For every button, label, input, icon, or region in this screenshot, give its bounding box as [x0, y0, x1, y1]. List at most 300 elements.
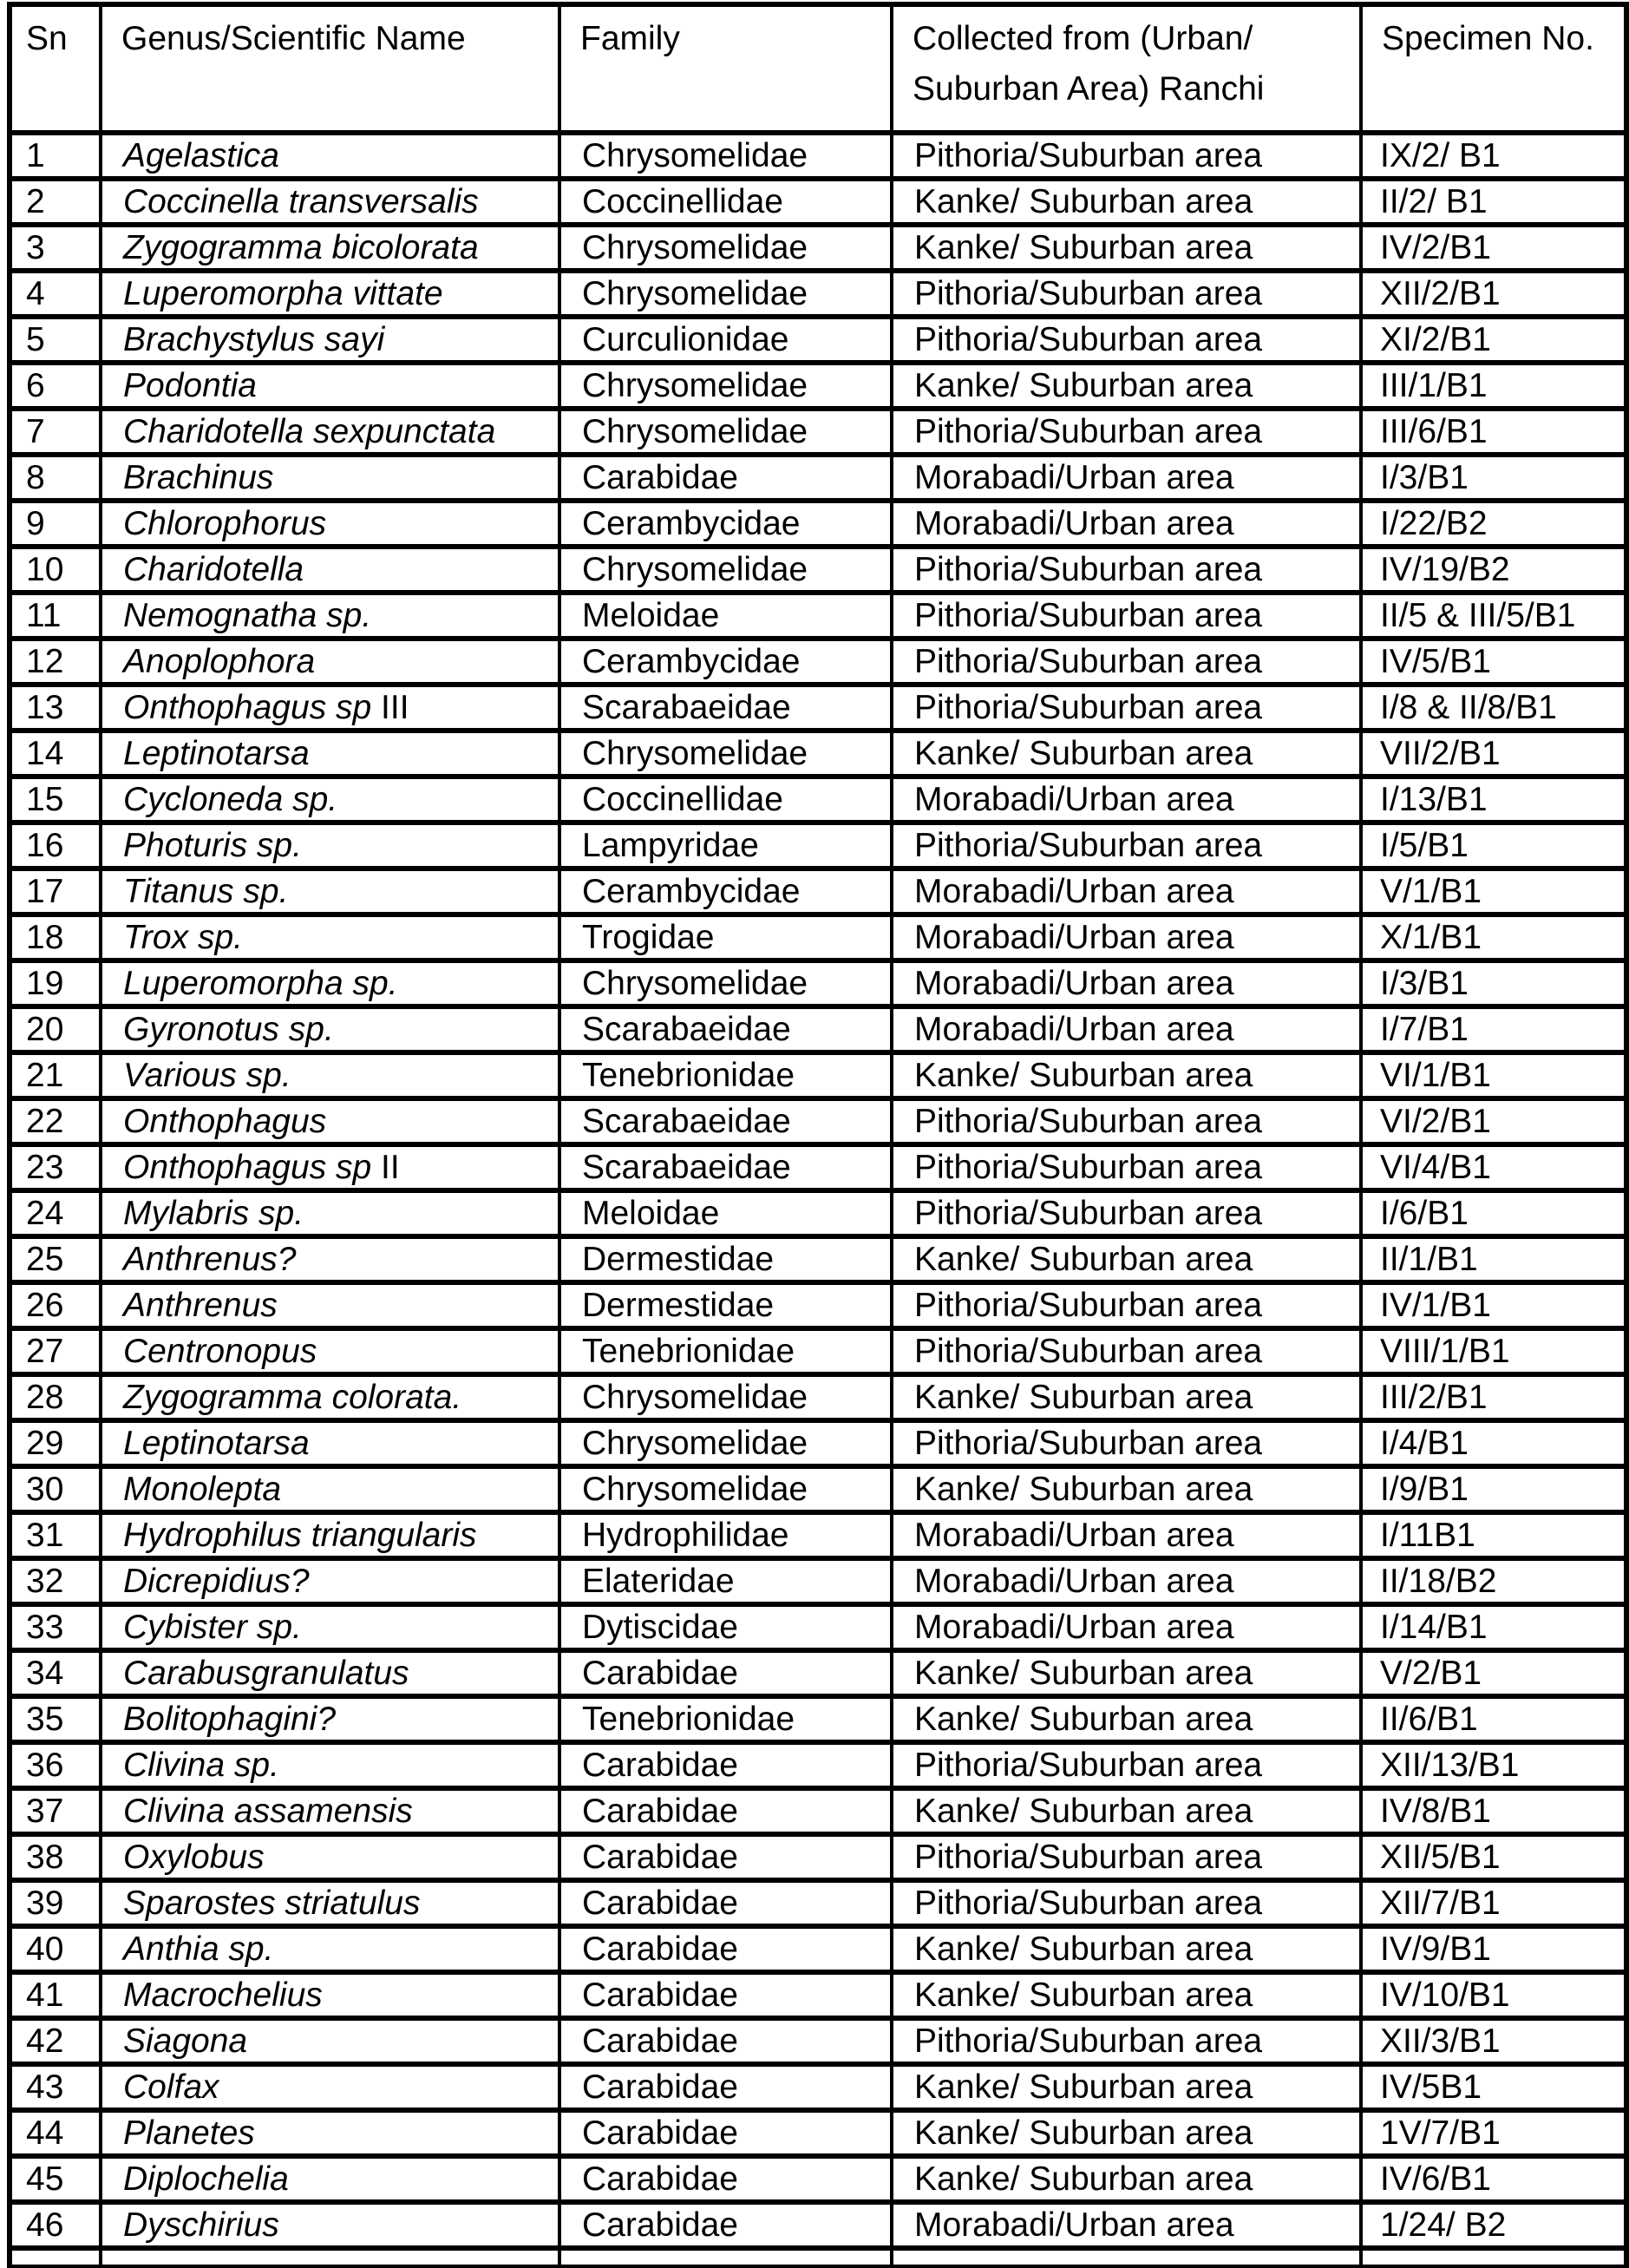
cell-genus [101, 1834, 559, 1880]
genus-name: Hydrophilus triangularis [123, 1517, 477, 1554]
col-header-collected [892, 4, 1361, 133]
cell-collected: Pithoria/Suburban area [892, 1190, 1361, 1236]
table-row [10, 639, 1626, 685]
cell-sn: 20 [10, 1006, 101, 1052]
genus-name: Zygogramma colorata. [123, 1379, 462, 1416]
col-header-collected-line1: Collected from (Urban/ [913, 20, 1253, 57]
cell-sn: 32 [10, 1558, 101, 1604]
cell-family: Carabidae [559, 1926, 892, 1972]
cell-collected: Pithoria/Suburban area [892, 1282, 1361, 1328]
genus-name: Diplochelia [123, 2160, 289, 2198]
table-row [10, 914, 1626, 960]
cell-collected: Kanke/ Suburban area [892, 1466, 1361, 1512]
genus-name: Monolepta [123, 1471, 282, 1508]
cell-family: Cerambycidae [559, 639, 892, 685]
cell-specimen: XII/7/B1 [1361, 1880, 1626, 1926]
cell-specimen: XII/2/B1 [1361, 271, 1626, 317]
cell-genus [101, 317, 559, 363]
cell-specimen: X/1/B1 [1361, 914, 1626, 960]
cell-genus [101, 1374, 559, 1420]
genus-name: Nemognatha sp. [123, 597, 372, 634]
cell-family: Dermestidae [559, 1236, 892, 1282]
cell-genus [101, 225, 559, 271]
cell-genus [101, 1558, 559, 1604]
cell-collected: Pithoria/Suburban area [892, 1098, 1361, 1144]
genus-name: Anthrenus? [123, 1241, 297, 1278]
cell-genus [101, 1420, 559, 1466]
cell-specimen: II/1/B1 [1361, 1236, 1626, 1282]
table-row [10, 1834, 1626, 1880]
cell-genus [101, 1972, 559, 2018]
genus-name: Zygogramma bicolorata [123, 229, 479, 266]
cell-family: Curculionidae [559, 317, 892, 363]
table-row [10, 1328, 1626, 1374]
genus-name: Colfax [123, 2068, 219, 2106]
cell-sn: 8 [10, 455, 101, 501]
cell-genus [101, 2110, 559, 2156]
cell-genus [101, 869, 559, 914]
cell-specimen: II/2/ B1 [1361, 179, 1626, 225]
table-row [10, 2064, 1626, 2110]
cell-sn: 30 [10, 1466, 101, 1512]
table-row [10, 225, 1626, 271]
genus-name: Clivina sp. [123, 1747, 279, 1784]
cell-collected: Pithoria/Suburban area [892, 685, 1361, 731]
cell-sn: 18 [10, 914, 101, 960]
cell-family: Chrysomelidae [559, 363, 892, 409]
specimen-table [7, 2, 1629, 2268]
table-row [10, 823, 1626, 869]
table-row [10, 409, 1626, 455]
cell-family: Chrysomelidae [559, 960, 892, 1006]
cell-collected: Pithoria/Suburban area [892, 1742, 1361, 1788]
genus-name: Trox sp. [123, 919, 243, 956]
genus-name: Onthophagus [123, 1103, 327, 1140]
table-row [10, 1972, 1626, 2018]
cropped-cell [892, 2248, 1361, 2267]
cell-collected: Pithoria/Suburban area [892, 1328, 1361, 1374]
cell-collected: Kanke/ Suburban area [892, 2110, 1361, 2156]
cell-specimen: IV/5B1 [1361, 2064, 1626, 2110]
genus-name: Anthia sp. [123, 1930, 274, 1968]
cell-specimen: XII/3/B1 [1361, 2018, 1626, 2064]
table-row [10, 1190, 1626, 1236]
cell-genus [101, 271, 559, 317]
cell-specimen: XII/5/B1 [1361, 1834, 1626, 1880]
cropped-cell [10, 2248, 101, 2267]
cell-genus [101, 1604, 559, 1650]
cell-genus [101, 593, 559, 639]
cell-specimen: VIII/1/B1 [1361, 1328, 1626, 1374]
cell-collected: Kanke/ Suburban area [892, 1926, 1361, 1972]
cell-specimen: I/4/B1 [1361, 1420, 1626, 1466]
table-row [10, 1788, 1626, 1834]
cell-collected: Pithoria/Suburban area [892, 2018, 1361, 2064]
cell-specimen: IV/6/B1 [1361, 2156, 1626, 2202]
genus-name: Mylabris sp. [123, 1195, 304, 1232]
cell-sn: 41 [10, 1972, 101, 2018]
cell-collected: Kanke/ Suburban area [892, 2064, 1361, 2110]
genus-name: Charidotella sexpunctata [123, 413, 496, 450]
cell-family: Chrysomelidae [559, 271, 892, 317]
cell-family: Chrysomelidae [559, 225, 892, 271]
cell-specimen: V/2/B1 [1361, 1650, 1626, 1696]
table-row [10, 317, 1626, 363]
col-header-genus: Genus/Scientific Name [101, 4, 559, 133]
cell-specimen: I/3/B1 [1361, 455, 1626, 501]
cell-specimen: I/5/B1 [1361, 823, 1626, 869]
cell-family: Tenebrionidae [559, 1328, 892, 1374]
table-row [10, 1926, 1626, 1972]
cell-genus [101, 501, 559, 547]
cell-family: Carabidae [559, 1972, 892, 2018]
cell-sn: 17 [10, 869, 101, 914]
genus-name: Podontia [123, 367, 257, 404]
cell-collected: Morabadi/Urban area [892, 1512, 1361, 1558]
cell-sn: 11 [10, 593, 101, 639]
cell-specimen: IV/2/B1 [1361, 225, 1626, 271]
cell-sn: 28 [10, 1374, 101, 1420]
table-row [10, 2156, 1626, 2202]
cell-genus [101, 1052, 559, 1098]
cell-family: Lampyridae [559, 823, 892, 869]
cell-genus [101, 914, 559, 960]
cell-family: Carabidae [559, 1742, 892, 1788]
table-row [10, 1696, 1626, 1742]
table-row [10, 777, 1626, 823]
genus-name: Clivina assamensis [123, 1793, 413, 1830]
cell-collected: Kanke/ Suburban area [892, 179, 1361, 225]
cell-sn: 24 [10, 1190, 101, 1236]
table-row [10, 501, 1626, 547]
cell-genus [101, 1466, 559, 1512]
cell-genus [101, 960, 559, 1006]
cell-genus [101, 685, 559, 731]
cell-family: Tenebrionidae [559, 1696, 892, 1742]
cell-family: Chrysomelidae [559, 731, 892, 777]
cell-collected: Kanke/ Suburban area [892, 2156, 1361, 2202]
table-row [10, 869, 1626, 914]
cell-genus [101, 1650, 559, 1696]
cell-sn: 43 [10, 2064, 101, 2110]
cell-collected: Morabadi/Urban area [892, 455, 1361, 501]
cell-collected: Pithoria/Suburban area [892, 547, 1361, 593]
genus-name: Oxylobus [123, 1839, 265, 1876]
cell-family: Dytiscidae [559, 1604, 892, 1650]
cell-sn: 6 [10, 363, 101, 409]
cell-collected: Kanke/ Suburban area [892, 225, 1361, 271]
table-row [10, 363, 1626, 409]
cell-collected: Pithoria/Suburban area [892, 133, 1361, 179]
genus-name: Sparostes striatulus [123, 1885, 421, 1922]
table-row [10, 455, 1626, 501]
genus-name: Luperomorpha vittate [123, 275, 443, 312]
cell-genus [101, 1788, 559, 1834]
cell-family: Cerambycidae [559, 501, 892, 547]
cropped-cell [101, 2248, 559, 2267]
cell-collected: Morabadi/Urban area [892, 1558, 1361, 1604]
cell-specimen: I/3/B1 [1361, 960, 1626, 1006]
cell-genus [101, 1190, 559, 1236]
cropped-cell [559, 2248, 892, 2267]
cell-collected: Pithoria/Suburban area [892, 1880, 1361, 1926]
genus-name: Photuris sp. [123, 827, 302, 864]
cell-genus [101, 1926, 559, 1972]
cell-genus [101, 1006, 559, 1052]
cell-sn: 29 [10, 1420, 101, 1466]
genus-name: Titanus sp. [123, 873, 289, 910]
cell-family: Chrysomelidae [559, 1420, 892, 1466]
cell-genus [101, 1328, 559, 1374]
cell-family: Carabidae [559, 1834, 892, 1880]
cell-sn: 7 [10, 409, 101, 455]
genus-name: Anthrenus [123, 1287, 278, 1324]
cell-genus [101, 1512, 559, 1558]
col-header-sn: Sn [10, 4, 101, 133]
cell-sn: 23 [10, 1144, 101, 1190]
cell-family: Elateridae [559, 1558, 892, 1604]
cell-collected: Pithoria/Suburban area [892, 1420, 1361, 1466]
cell-family: Carabidae [559, 2018, 892, 2064]
cell-sn: 22 [10, 1098, 101, 1144]
cell-specimen: IV/9/B1 [1361, 1926, 1626, 1972]
cell-sn: 4 [10, 271, 101, 317]
cell-specimen: IV/19/B2 [1361, 547, 1626, 593]
genus-name: Various sp. [123, 1057, 291, 1094]
cell-specimen: I/7/B1 [1361, 1006, 1626, 1052]
genus-name: Siagona [123, 2022, 248, 2060]
cell-family: Carabidae [559, 2156, 892, 2202]
cell-specimen: IV/10/B1 [1361, 1972, 1626, 2018]
cell-collected: Kanke/ Suburban area [892, 363, 1361, 409]
cell-genus [101, 2064, 559, 2110]
cell-family: Carabidae [559, 1650, 892, 1696]
cell-genus [101, 455, 559, 501]
cell-genus [101, 409, 559, 455]
genus-name: Brachystylus sayi [123, 321, 385, 358]
cell-collected: Morabadi/Urban area [892, 869, 1361, 914]
table-body [10, 133, 1626, 2267]
cell-specimen: V/1/B1 [1361, 869, 1626, 914]
cell-family: Chrysomelidae [559, 1466, 892, 1512]
col-header-family: Family [559, 4, 892, 133]
cell-genus [101, 777, 559, 823]
cell-specimen: VI/2/B1 [1361, 1098, 1626, 1144]
cell-specimen: IV/1/B1 [1361, 1282, 1626, 1328]
genus-name: Onthophagus sp [123, 689, 372, 726]
genus-name: Cycloneda sp. [123, 781, 338, 818]
cell-collected: Pithoria/Suburban area [892, 823, 1361, 869]
table-row [10, 547, 1626, 593]
cell-genus [101, 1098, 559, 1144]
cell-specimen: I/14/B1 [1361, 1604, 1626, 1650]
genus-name: Luperomorpha sp. [123, 965, 398, 1002]
cell-sn: 37 [10, 1788, 101, 1834]
header-row [10, 4, 1626, 133]
cell-genus [101, 2156, 559, 2202]
cell-sn: 33 [10, 1604, 101, 1650]
cell-genus [101, 2018, 559, 2064]
genus-name: Coccinella transversalis [123, 183, 479, 220]
cell-family: Scarabaeidae [559, 1144, 892, 1190]
cell-sn: 9 [10, 501, 101, 547]
genus-name: Brachinus [123, 459, 274, 496]
table-row [10, 1006, 1626, 1052]
genus-name: Leptinotarsa [123, 1425, 310, 1462]
cell-genus [101, 1742, 559, 1788]
col-header-specimen: Specimen No. [1361, 4, 1626, 133]
table-row [10, 1512, 1626, 1558]
genus-name: Anoplophora [123, 643, 316, 680]
cell-specimen: IV/8/B1 [1361, 1788, 1626, 1834]
genus-name: Macrochelius [123, 1976, 323, 2014]
cell-sn: 16 [10, 823, 101, 869]
cell-collected: Pithoria/Suburban area [892, 639, 1361, 685]
cell-family: Hydrophilidae [559, 1512, 892, 1558]
cell-sn: 2 [10, 179, 101, 225]
table-row [10, 1374, 1626, 1420]
table-row [10, 1098, 1626, 1144]
cell-genus [101, 1880, 559, 1926]
cell-sn: 15 [10, 777, 101, 823]
table-row [10, 685, 1626, 731]
cell-genus [101, 133, 559, 179]
table-row [10, 1558, 1626, 1604]
cell-collected: Pithoria/Suburban area [892, 271, 1361, 317]
genus-name: Onthophagus sp [123, 1149, 372, 1186]
genus-suffix: II [371, 1149, 400, 1186]
cell-collected: Morabadi/Urban area [892, 1006, 1361, 1052]
table-row [10, 2110, 1626, 2156]
cell-sn: 34 [10, 1650, 101, 1696]
table-header [10, 4, 1626, 133]
cell-sn: 45 [10, 2156, 101, 2202]
cell-family: Chrysomelidae [559, 133, 892, 179]
genus-name: Charidotella [123, 551, 304, 588]
cell-sn: 25 [10, 1236, 101, 1282]
cell-sn: 5 [10, 317, 101, 363]
table-row [10, 1282, 1626, 1328]
cell-collected: Morabadi/Urban area [892, 1604, 1361, 1650]
cell-specimen: III/2/B1 [1361, 1374, 1626, 1420]
cell-family: Scarabaeidae [559, 1006, 892, 1052]
cell-collected: Morabadi/Urban area [892, 960, 1361, 1006]
cell-specimen: XII/13/B1 [1361, 1742, 1626, 1788]
cell-family: Carabidae [559, 2064, 892, 2110]
cell-collected: Pithoria/Suburban area [892, 1144, 1361, 1190]
table-row [10, 179, 1626, 225]
cropped-next-row [10, 2248, 1626, 2267]
cell-collected: Pithoria/Suburban area [892, 317, 1361, 363]
cell-specimen: IV/5/B1 [1361, 639, 1626, 685]
table-row [10, 1052, 1626, 1098]
cell-family: Cerambycidae [559, 869, 892, 914]
cell-family: Chrysomelidae [559, 1374, 892, 1420]
genus-name: Gyronotus sp. [123, 1011, 334, 1048]
genus-name: Cybister sp. [123, 1609, 302, 1646]
cell-specimen: VI/1/B1 [1361, 1052, 1626, 1098]
cell-genus [101, 1696, 559, 1742]
cell-collected: Kanke/ Suburban area [892, 1972, 1361, 2018]
cell-genus [101, 639, 559, 685]
cell-family: Carabidae [559, 455, 892, 501]
cell-sn: 44 [10, 2110, 101, 2156]
cropped-cell [1361, 2248, 1626, 2267]
cell-genus [101, 1282, 559, 1328]
cell-specimen: XI/2/B1 [1361, 317, 1626, 363]
cell-genus [101, 547, 559, 593]
cell-sn: 26 [10, 1282, 101, 1328]
cell-collected: Kanke/ Suburban area [892, 1696, 1361, 1742]
table-row [10, 1880, 1626, 1926]
cell-specimen: I/11B1 [1361, 1512, 1626, 1558]
cell-sn: 38 [10, 1834, 101, 1880]
cell-sn: 36 [10, 1742, 101, 1788]
cell-specimen: I/6/B1 [1361, 1190, 1626, 1236]
cell-genus [101, 1236, 559, 1282]
cell-genus [101, 731, 559, 777]
cell-family: Carabidae [559, 1788, 892, 1834]
cell-sn: 35 [10, 1696, 101, 1742]
col-header-collected-line2: Suburban Area) Ranchi [913, 69, 1265, 108]
genus-name: Dyschirius [123, 2206, 279, 2244]
cell-collected: Kanke/ Suburban area [892, 1788, 1361, 1834]
cell-specimen: 1/24/ B2 [1361, 2202, 1626, 2248]
cell-specimen: I/9/B1 [1361, 1466, 1626, 1512]
cell-family: Carabidae [559, 1880, 892, 1926]
cell-sn: 19 [10, 960, 101, 1006]
cell-family: Coccinellidae [559, 179, 892, 225]
cell-specimen: VI/4/B1 [1361, 1144, 1626, 1190]
cell-family: Chrysomelidae [559, 409, 892, 455]
cell-sn: 46 [10, 2202, 101, 2248]
cell-specimen: III/6/B1 [1361, 409, 1626, 455]
table-row [10, 1742, 1626, 1788]
genus-name: Carabusgranulatus [123, 1655, 409, 1692]
cell-sn: 27 [10, 1328, 101, 1374]
cell-collected: Kanke/ Suburban area [892, 1650, 1361, 1696]
cell-collected: Pithoria/Suburban area [892, 1834, 1361, 1880]
cell-collected: Morabadi/Urban area [892, 2202, 1361, 2248]
cell-collected: Morabadi/Urban area [892, 777, 1361, 823]
cell-family: Chrysomelidae [559, 547, 892, 593]
genus-name: Centronopus [123, 1333, 317, 1370]
cell-genus [101, 2202, 559, 2248]
cell-specimen: IX/2/ B1 [1361, 133, 1626, 179]
cell-specimen: II/5 & III/5/B1 [1361, 593, 1626, 639]
table-row [10, 2018, 1626, 2064]
cell-sn: 40 [10, 1926, 101, 1972]
cell-specimen: II/18/B2 [1361, 1558, 1626, 1604]
cell-sn: 3 [10, 225, 101, 271]
genus-name: Leptinotarsa [123, 735, 310, 772]
cell-family: Scarabaeidae [559, 685, 892, 731]
cell-family: Dermestidae [559, 1282, 892, 1328]
genus-name: Agelastica [123, 137, 279, 174]
cell-specimen: I/22/B2 [1361, 501, 1626, 547]
cell-family: Carabidae [559, 2110, 892, 2156]
cell-sn: 10 [10, 547, 101, 593]
cell-sn: 39 [10, 1880, 101, 1926]
cell-sn: 42 [10, 2018, 101, 2064]
cell-family: Meloidae [559, 593, 892, 639]
cell-collected: Morabadi/Urban area [892, 501, 1361, 547]
table-row [10, 271, 1626, 317]
cell-sn: 1 [10, 133, 101, 179]
cell-family: Scarabaeidae [559, 1098, 892, 1144]
cell-specimen: II/6/B1 [1361, 1696, 1626, 1742]
table-row [10, 1420, 1626, 1466]
